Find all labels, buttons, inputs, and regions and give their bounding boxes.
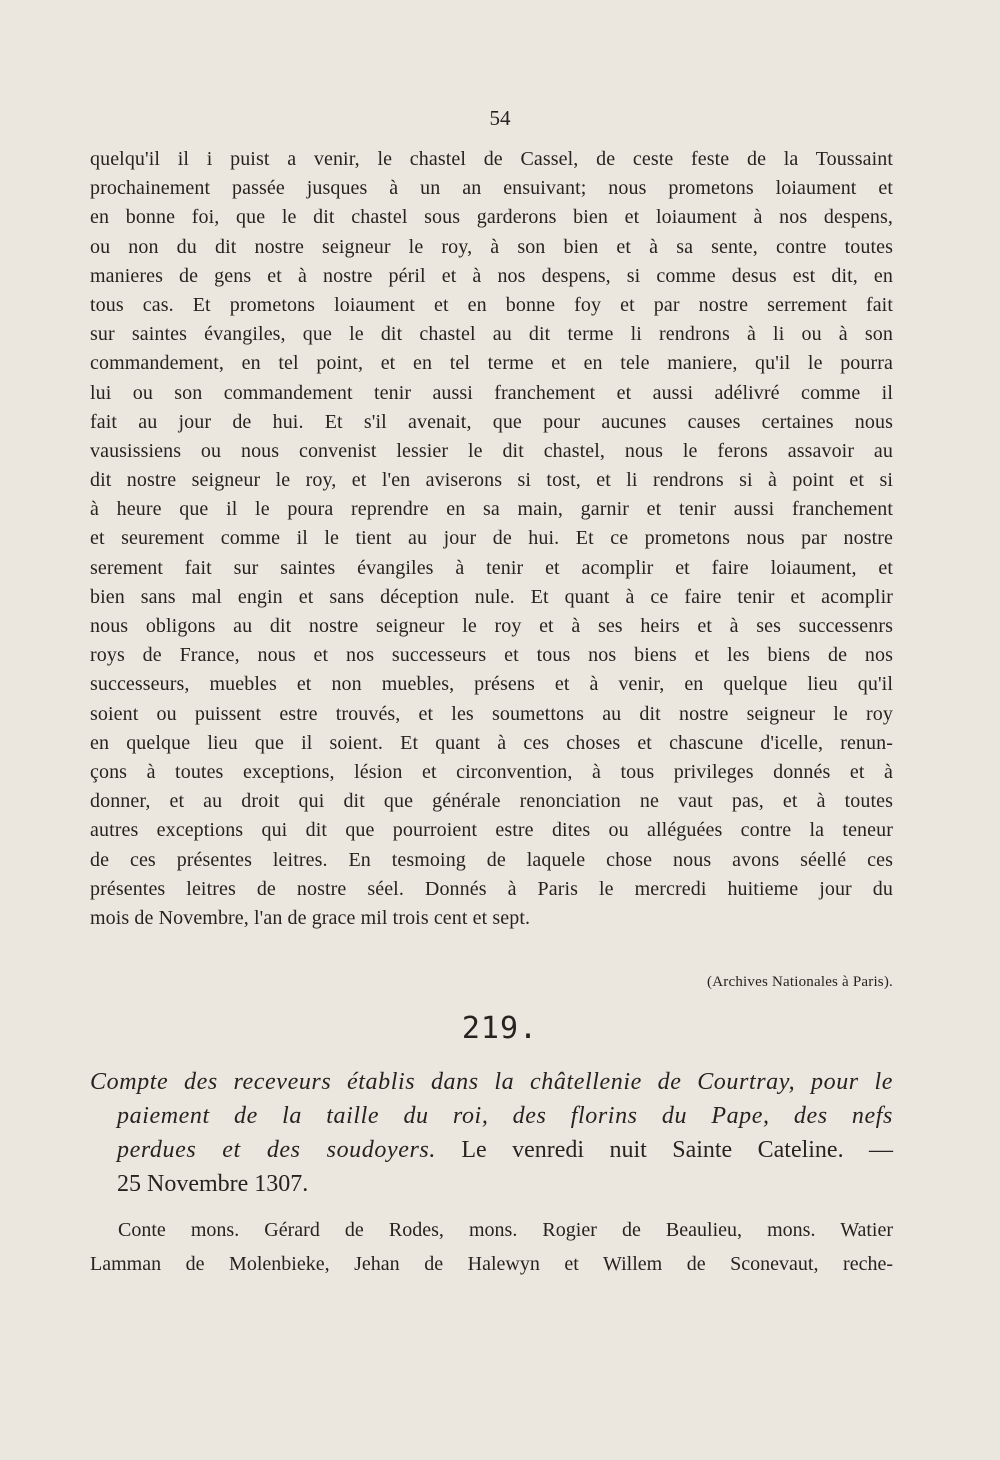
heading-line xyxy=(117,1133,893,1167)
body-line: en quelque lieu que il soient. Et quant à ces choses et chascune d'icelle, renun- xyxy=(90,731,893,754)
body-line: autres exceptions qui dit que pourroient estre dites ou alléguées contre la teneur xyxy=(90,819,893,842)
page-number: 54 xyxy=(489,106,511,130)
body-line: ou non du dit nostre seigneur le roy, à son bien et à sa sente, contre toutes xyxy=(90,235,893,258)
body-line: fait au jour de hui. Et s'il avenait, que pour aucunes causes certaines nous xyxy=(90,410,893,433)
body-line: en bonne foi, que le dit chastel sous garderons bien et loiaument à nos despens, xyxy=(90,206,893,229)
body-line: commandement, en tel point, et en tel terme et en tele maniere, qu'il le pourra xyxy=(90,352,893,375)
body-line: soient ou puissent estre trouvés, et les soumettons au dit nostre seigneur le roy xyxy=(90,702,893,725)
document-heading xyxy=(90,1065,893,1201)
body-line: de ces présentes leitres. En tesmoing de laquele chose nous avons séellé ces xyxy=(90,848,893,871)
heading-date-line: 25 Novembre 1307. xyxy=(117,1171,309,1197)
entry-line: Lamman de Molenbieke, Jehan de Halewyn et Willem de Sconevaut, reche- xyxy=(90,1253,893,1275)
body-line: présentes leitres de nostre séel. Donnés à Paris le mercredi huitieme jour du xyxy=(90,877,893,900)
body-line: manieres de gens et à nostre péril et à nos despens, si comme desus est dit, en xyxy=(90,264,893,287)
body-line: prochainement passée jusques à un an ensuivant; nous prometons loiaument et xyxy=(90,177,893,200)
body-line: vausissiens ou nous convenist lessier le dit chastel, nous le ferons assavoir au xyxy=(90,439,893,462)
body-line: tous cas. Et prometons loiaument et en bonne foy et par nostre serrement fait xyxy=(90,293,893,316)
body-line: bien sans mal engin et sans déception nule. Et quant à ce faire tenir et acomplir xyxy=(90,585,893,608)
source-note: (Archives Nationales à Paris). xyxy=(707,974,893,990)
body-text xyxy=(90,145,893,933)
body-line: donner, et au droit qui dit que générale renonciation ne vaut pas, et à toutes xyxy=(90,790,893,813)
body-line: quelqu'il il i puist a venir, le chastel de Cassel, de ceste feste de la Toussaint xyxy=(90,148,893,170)
body-line: lui ou son commandement tenir aussi franchement et aussi adélivré comme il xyxy=(90,381,893,404)
heading-line: paiement de la taille du roi, des florins du Pape, des nefs xyxy=(117,1103,893,1129)
entry-line: Conte mons. Gérard de Rodes, mons. Rogier de Beaulieu, mons. Watier xyxy=(118,1219,893,1241)
heading-italic-segment: perdues et des soudoyers. xyxy=(117,1137,436,1163)
body-line: serement fait sur saintes évangiles à tenir et acomplir et faire loiaument, et xyxy=(90,556,893,579)
body-line: roys de France, nous et nos successeurs et tous nos biens et les biens de nos xyxy=(90,644,893,667)
body-line: sur saintes évangiles, que le dit chastel au dit terme li rendrons à li ou à son xyxy=(90,323,893,346)
entry-text xyxy=(90,1213,893,1281)
body-line: nous obligons au dit nostre seigneur le roy et à ses heirs et à ses successenrs xyxy=(90,615,893,637)
body-line: çons à toutes exceptions, lésion et circonvention, à tous privileges donnés et à xyxy=(90,760,893,783)
heading-line: Compte des receveurs établis dans la châtellenie de Courtray, pour le xyxy=(90,1069,893,1095)
body-line: dit nostre seigneur le roy, et l'en aviserons si tost, et li rendrons si à point et si xyxy=(90,469,893,492)
heading-date-segment: Le venredi nuit Sainte Cateline. — xyxy=(435,1137,893,1163)
body-line: mois de Novembre, l'an de grace mil trois cent et sept. xyxy=(90,906,531,929)
body-line: à heure que il le poura reprendre en sa main, garnir et tenir aussi franchement xyxy=(90,498,893,521)
body-line: successeurs, muebles et non muebles, présens et à venir, en quelque lieu qu'il xyxy=(90,673,893,696)
document-number: 219. xyxy=(461,1011,539,1046)
body-line: et seurement comme il le tient au jour de hui. Et ce prometons nous par nostre xyxy=(90,527,893,550)
